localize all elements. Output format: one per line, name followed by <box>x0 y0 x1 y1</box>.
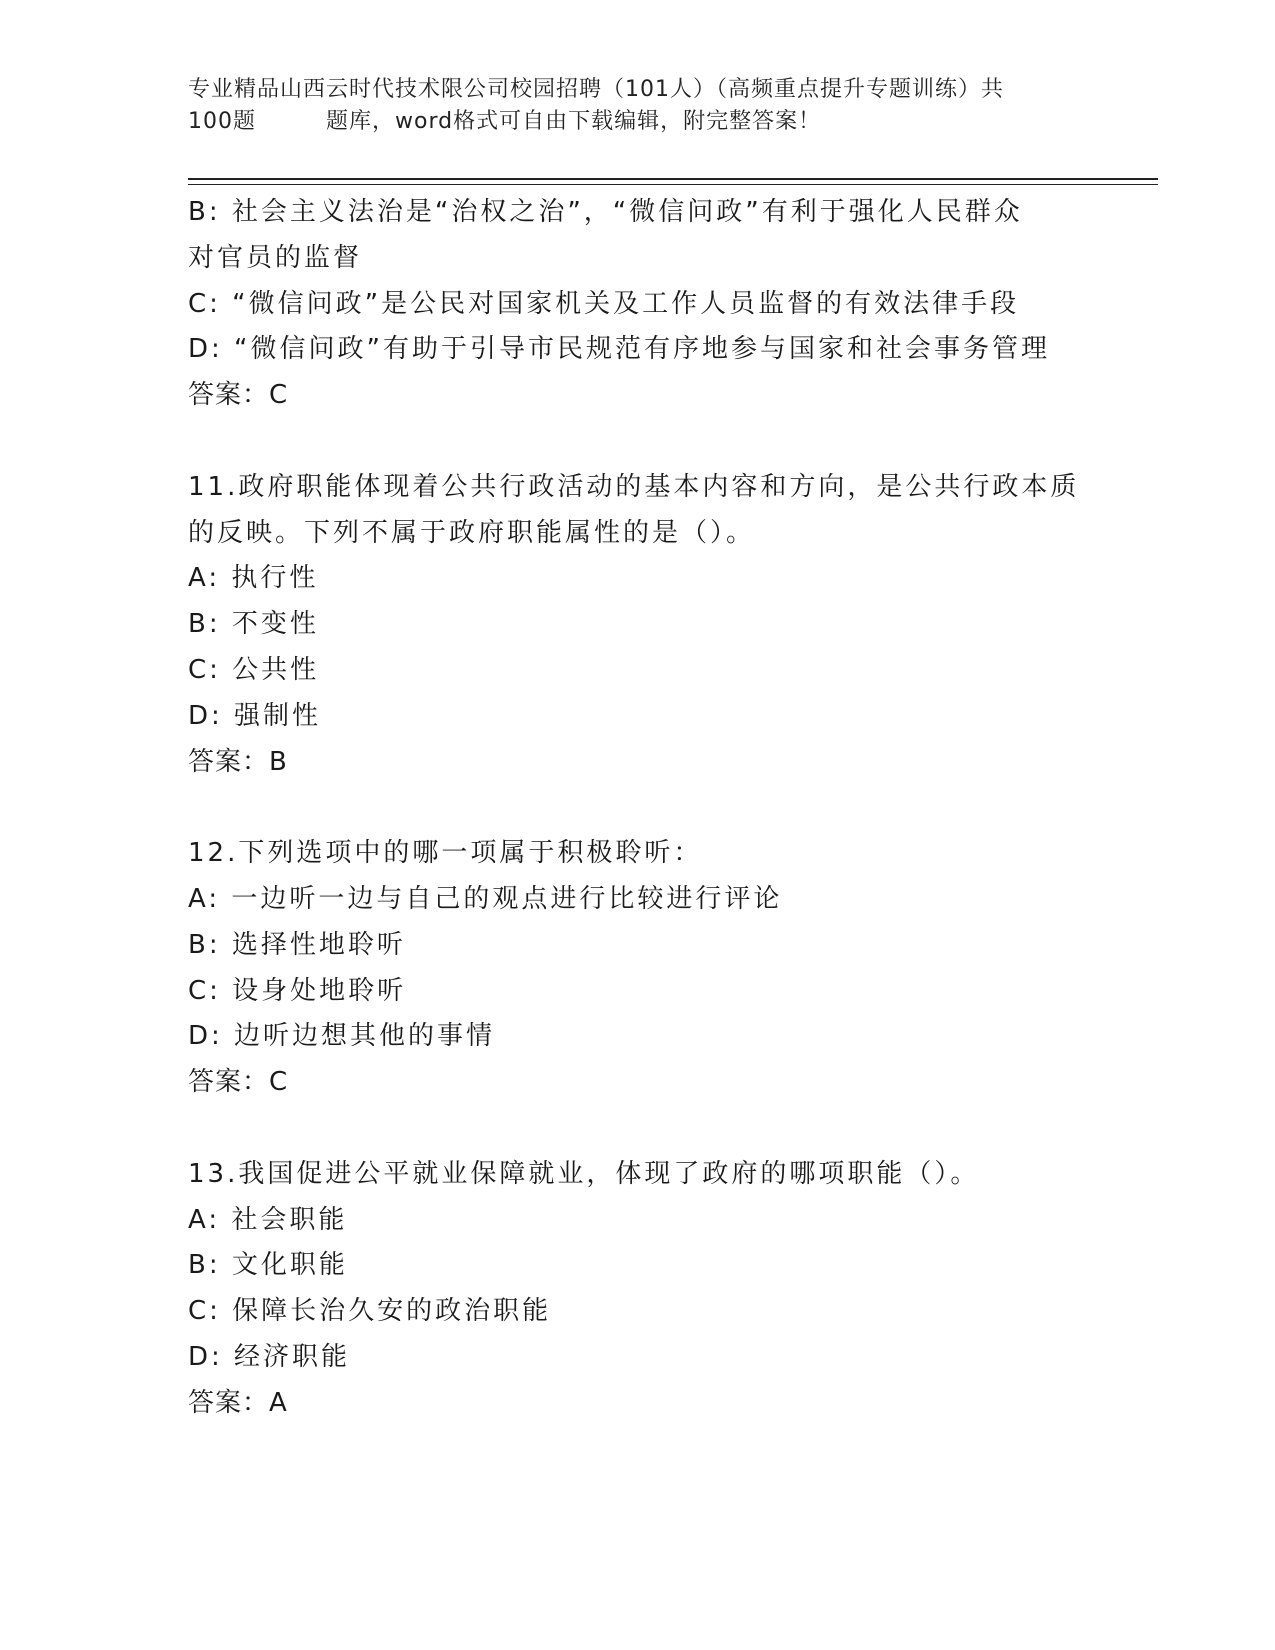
question-10-continued <box>188 190 1088 419</box>
option-b: B: 文化职能 <box>188 1250 348 1281</box>
header-count: 100题 <box>188 109 256 134</box>
page-header <box>188 74 1088 138</box>
option-b-continued: 对官员的监督 <box>188 242 363 273</box>
answer: 答案：C <box>188 380 289 411</box>
option-c: C: 保障长治久安的政治职能 <box>188 1296 552 1327</box>
option-a: A: 一边听一边与自己的观点进行比较进行评论 <box>188 883 783 914</box>
option-b: B: 选择性地聆听 <box>188 929 406 960</box>
option-c: C: 设身处地聆听 <box>188 975 407 1006</box>
answer: 答案：A <box>188 1387 288 1418</box>
question-stem-continued: 的反映。下列不属于政府职能属性的是（）。 <box>188 517 756 548</box>
option-c: C: “微信问政”是公民对国家机关及工作人员监督的有效法律手段 <box>188 288 1020 319</box>
question-13 <box>188 1152 1088 1427</box>
header-rule-thin <box>188 184 1158 185</box>
option-d: D: “微信问政”有助于引导市民规范有序地参与国家和社会事务管理 <box>188 334 1050 365</box>
option-d: D: 强制性 <box>188 700 322 731</box>
answer: 答案：B <box>188 746 288 777</box>
option-b: B: 社会主义法治是“治权之治”，“微信问政”有利于强化人民群众 <box>188 197 1023 227</box>
option-b: B: 不变性 <box>188 609 319 640</box>
question-11 <box>188 465 1088 786</box>
question-stem: 12.下列选项中的哪一项属于积极聆听： <box>188 838 703 869</box>
header-description: 题库，word格式可自由下载编辑，附完整答案！ <box>326 109 822 134</box>
question-stem: 11.政府职能体现着公共行政活动的基本内容和方向，是公共行政本质 <box>188 471 1080 502</box>
question-12 <box>188 831 1088 1106</box>
header-rule-thick <box>188 178 1158 180</box>
option-a: A: 社会职能 <box>188 1204 348 1235</box>
header-title-line2 <box>188 106 1088 138</box>
question-stem: 13.我国促进公平就业保障就业，体现了政府的哪项职能（）。 <box>188 1158 980 1189</box>
header-title-line1: 专业精品山西云时代技术限公司校园招聘（101人）（高频重点提升专题训练）共 <box>188 77 1004 102</box>
answer: 答案：C <box>188 1067 289 1098</box>
option-d: D: 经济职能 <box>188 1341 351 1372</box>
option-d: D: 边听边想其他的事情 <box>188 1021 496 1052</box>
question-content <box>188 190 1088 1427</box>
option-a: A: 执行性 <box>188 563 319 594</box>
option-c: C: 公共性 <box>188 654 320 685</box>
